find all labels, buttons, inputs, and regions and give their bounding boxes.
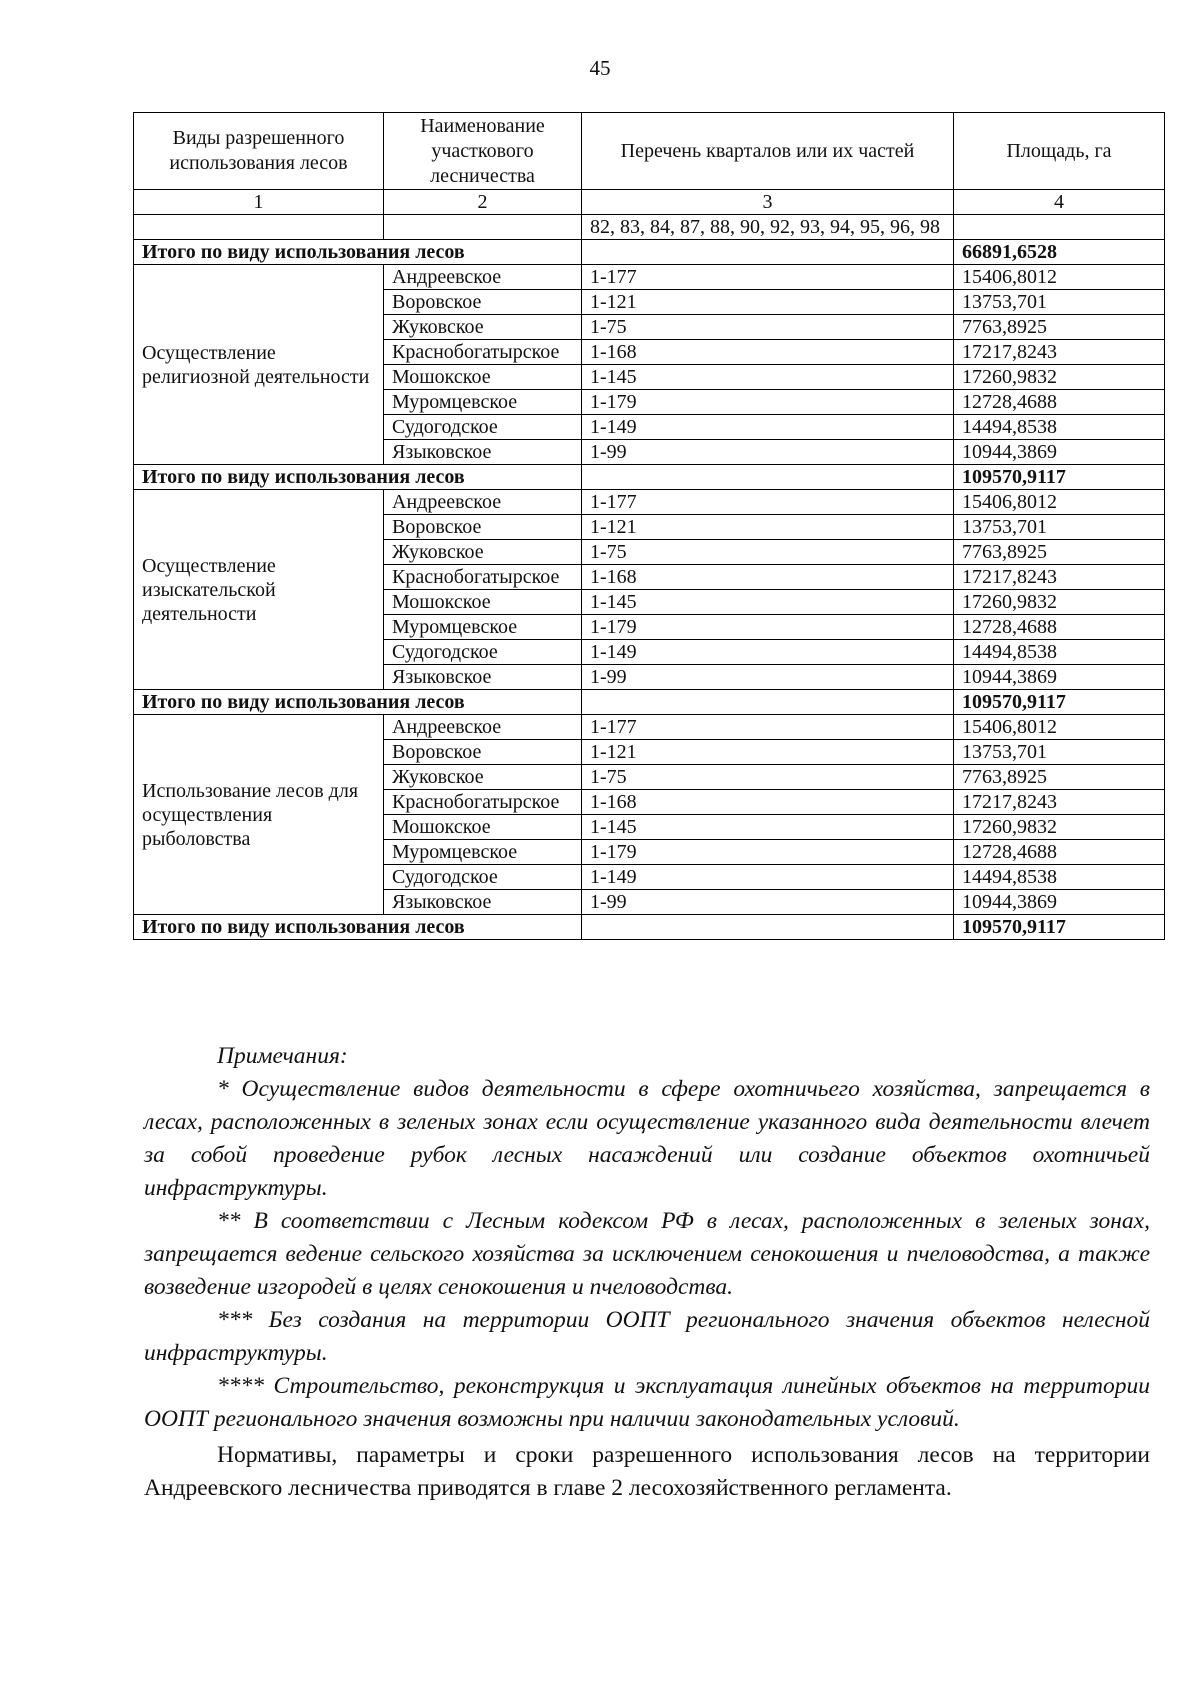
forestry-cell: Краснобогатырское (384, 565, 582, 590)
column-number-row (134, 190, 1165, 215)
quarters-cell: 1-168 (582, 565, 954, 590)
quarters-cell: 1-168 (582, 340, 954, 365)
table-row (134, 715, 1165, 740)
total-quarters-cell (582, 465, 954, 490)
forestry-cell: Языковское (384, 665, 582, 690)
use-type-cell: Осуществление изыскательской деятельности (134, 490, 384, 690)
column-number: 4 (954, 190, 1165, 215)
forestry-cell: Андреевское (384, 265, 582, 290)
area-cell: 17217,8243 (954, 565, 1165, 590)
quarters-cell: 1-121 (582, 290, 954, 315)
forestry-cell: Краснобогатырское (384, 340, 582, 365)
area-cell: 13753,701 (954, 740, 1165, 765)
total-row (134, 690, 1165, 715)
table-row (134, 265, 1165, 290)
forestry-cell: Андреевское (384, 715, 582, 740)
area-cell: 17217,8243 (954, 790, 1165, 815)
area-cell: 10944,3869 (954, 440, 1165, 465)
note-item: * Осуществление видов деятельности в сфере охотничьего хозяйства, запрещается в лесах, расположенных в зеленых зонах если осуществление указанного вида деятельности влечет за собой проведение рубок лесных насаждений или создание объектов охотничьей инфраструктуры. (144, 1076, 1150, 1201)
quarters-cell: 1-179 (582, 840, 954, 865)
total-row (134, 465, 1165, 490)
forestry-cell: Мошокское (384, 590, 582, 615)
table-row (134, 490, 1165, 515)
total-area: 109570,9117 (954, 465, 1165, 490)
quarters-cell: 1-145 (582, 590, 954, 615)
forestry-cell: Воровское (384, 515, 582, 540)
area-cell: 12728,4688 (954, 840, 1165, 865)
forestry-cell: Судогодское (384, 640, 582, 665)
header-forestry: Наименование участкового лесничества (384, 113, 582, 190)
area-cell: 17260,9832 (954, 815, 1165, 840)
header-use-type: Виды разрешенного использования лесов (134, 113, 384, 190)
quarters-cell: 1-179 (582, 615, 954, 640)
forestry-cell: Воровское (384, 740, 582, 765)
forestry-cell: Муромцевское (384, 840, 582, 865)
forestry-cell: Судогодское (384, 415, 582, 440)
forest-use-table (133, 112, 1165, 940)
area-cell: 17260,9832 (954, 365, 1165, 390)
column-number: 3 (582, 190, 954, 215)
note-item: ** В соответствии с Лесным кодексом РФ в лесах, расположенных в зеленых зонах, запрещается ведение сельского хозяйства за исключением сенокошения и пчеловодства, а также возведение изгородей в целях сенокошения и пчеловодства. (144, 1208, 1150, 1300)
total-label: Итого по виду использования лесов (134, 240, 582, 265)
quarters-cell: 1-145 (582, 365, 954, 390)
area-cell: 7763,8925 (954, 540, 1165, 565)
header-area: Площадь, га (954, 113, 1165, 190)
area-cell: 14494,8538 (954, 415, 1165, 440)
quarters-cell: 82, 83, 84, 87, 88, 90, 92, 93, 94, 95, 96, 98 (582, 215, 954, 240)
column-number: 1 (134, 190, 384, 215)
quarters-cell: 1-177 (582, 490, 954, 515)
area-cell: 15406,8012 (954, 490, 1165, 515)
use-type-cell: Осуществление религиозной деятельности (134, 265, 384, 465)
total-label: Итого по виду использования лесов (134, 915, 582, 940)
area-cell: 14494,8538 (954, 865, 1165, 890)
forestry-cell: Языковское (384, 890, 582, 915)
area-cell: 17260,9832 (954, 590, 1165, 615)
quarters-cell: 1-99 (582, 440, 954, 465)
notes-title: Примечания: (217, 1043, 348, 1069)
forestry-cell: Муромцевское (384, 615, 582, 640)
area-cell: 17217,8243 (954, 340, 1165, 365)
quarters-cell: 1-99 (582, 890, 954, 915)
forestry-cell: Воровское (384, 290, 582, 315)
quarters-cell: 1-149 (582, 640, 954, 665)
note-item: *** Без создания на территории ООПТ регионального значения объектов нелесной инфраструктуры. (144, 1307, 1150, 1366)
area-cell: 12728,4688 (954, 390, 1165, 415)
total-label: Итого по виду использования лесов (134, 690, 582, 715)
total-quarters-cell (582, 915, 954, 940)
forestry-cell: Жуковское (384, 315, 582, 340)
area-cell: 10944,3869 (954, 890, 1165, 915)
area-cell: 13753,701 (954, 515, 1165, 540)
area-cell: 12728,4688 (954, 615, 1165, 640)
total-label: Итого по виду использования лесов (134, 465, 582, 490)
area-cell: 14494,8538 (954, 640, 1165, 665)
quarters-cell: 1-177 (582, 265, 954, 290)
forestry-cell: Языковское (384, 440, 582, 465)
forestry-cell: Мошокское (384, 815, 582, 840)
continuation-row (134, 215, 1165, 240)
quarters-cell: 1-99 (582, 665, 954, 690)
forestry-cell: Андреевское (384, 490, 582, 515)
quarters-cell: 1-145 (582, 815, 954, 840)
page-number: 45 (589, 56, 611, 80)
header-quarters: Перечень кварталов или их частей (582, 113, 954, 190)
total-quarters-cell (582, 240, 954, 265)
column-number: 2 (384, 190, 582, 215)
quarters-cell: 1-75 (582, 315, 954, 340)
forestry-cell: Краснобогатырское (384, 790, 582, 815)
use-type-cell: Использование лесов для осуществления рыболовства (134, 715, 384, 915)
area-cell: 13753,701 (954, 290, 1165, 315)
quarters-cell: 1-179 (582, 390, 954, 415)
notes-section (144, 1040, 1150, 1505)
area-cell: 7763,8925 (954, 765, 1165, 790)
total-area: 66891,6528 (954, 240, 1165, 265)
total-row (134, 915, 1165, 940)
total-area: 109570,9117 (954, 915, 1165, 940)
area-cell: 15406,8012 (954, 265, 1165, 290)
forestry-cell: Муромцевское (384, 390, 582, 415)
forestry-cell: Судогодское (384, 865, 582, 890)
quarters-cell: 1-121 (582, 515, 954, 540)
table-header-row (134, 113, 1165, 190)
quarters-cell: 1-121 (582, 740, 954, 765)
quarters-cell: 1-177 (582, 715, 954, 740)
forestry-cell: Жуковское (384, 765, 582, 790)
quarters-cell: 1-149 (582, 415, 954, 440)
forestry-cell: Жуковское (384, 540, 582, 565)
total-quarters-cell (582, 690, 954, 715)
area-cell: 10944,3869 (954, 665, 1165, 690)
quarters-cell: 1-149 (582, 865, 954, 890)
total-row (134, 240, 1165, 265)
closing-paragraph: Нормативы, параметры и сроки разрешенного использования лесов на территории Андреевского лесничества приводятся в главе 2 лесохозяйственного регламента. (144, 1442, 1150, 1501)
note-item: **** Строительство, реконструкция и эксплуатация линейных объектов на территории ООПТ регионального значения возможны при наличии законодательных условий. (144, 1373, 1150, 1432)
quarters-cell: 1-75 (582, 765, 954, 790)
total-area: 109570,9117 (954, 690, 1165, 715)
forestry-cell: Мошокское (384, 365, 582, 390)
area-cell: 7763,8925 (954, 315, 1165, 340)
quarters-cell: 1-168 (582, 790, 954, 815)
area-cell: 15406,8012 (954, 715, 1165, 740)
quarters-cell: 1-75 (582, 540, 954, 565)
